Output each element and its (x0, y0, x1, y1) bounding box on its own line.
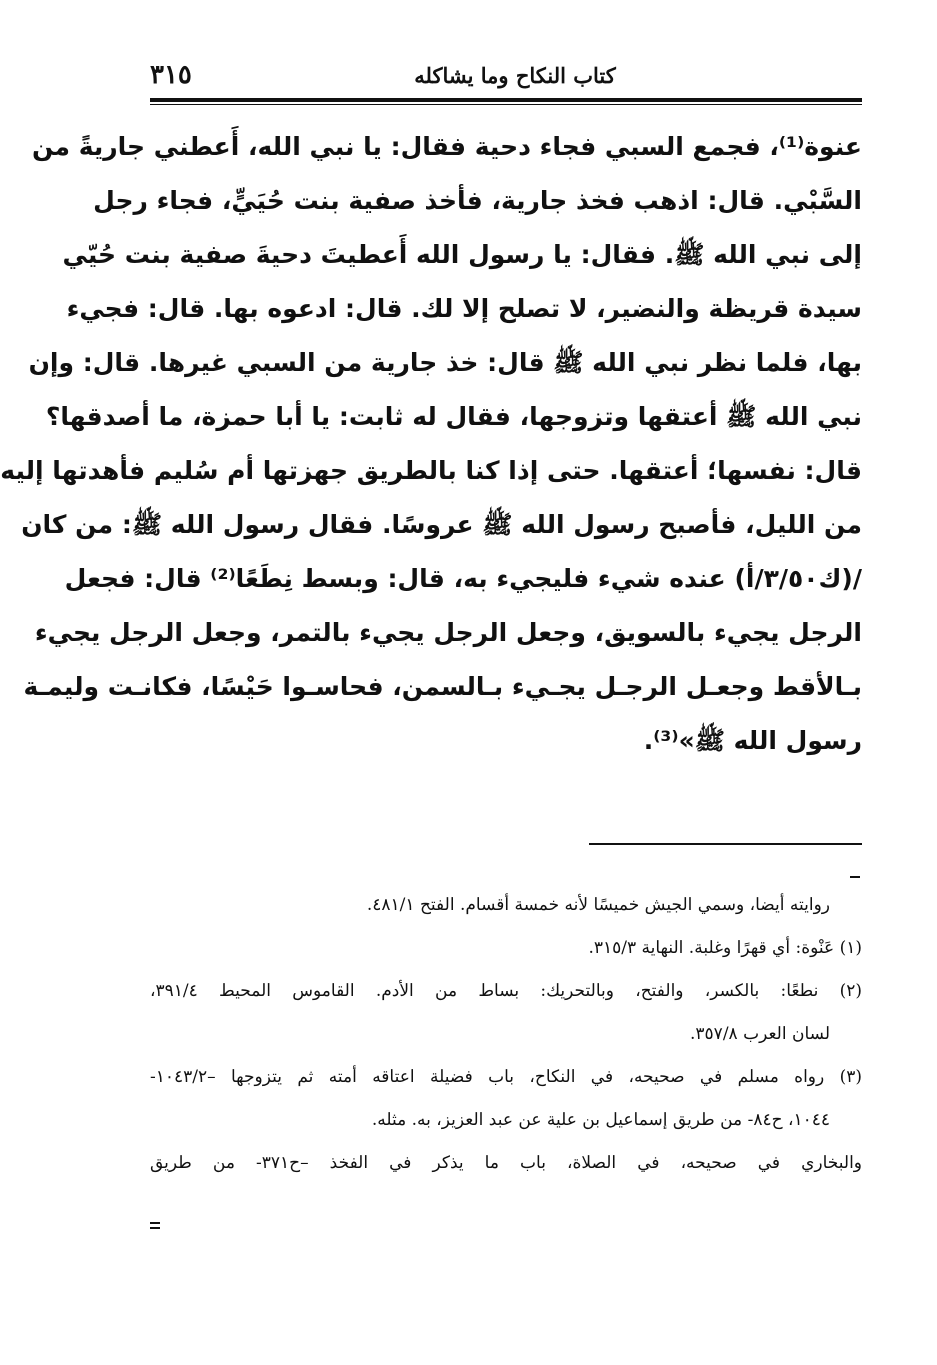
body-line: إلى نبي الله ﷺ. فقال: يا رسول الله أَعطيتَ دحيةَ صفية بنت حُيّي (62, 240, 862, 269)
header-rule-thin (150, 104, 862, 105)
body-line: سيدة قريظة والنضير، لا تصلح إلا لك. قال: ادعوه بها. قال: فجيء (66, 294, 862, 323)
body-line: /(ك٣/٥٠/أ) عنده شيء فليجيء به، قال: وبسط نِطَعًا⁽²⁾ قال: فجعل (64, 564, 862, 593)
running-header (150, 58, 862, 98)
body-line: بها، فلما نظر نبي الله ﷺ قال: خذ جارية من السبي غيرها. قال: وإن (28, 348, 862, 377)
body-line: نبي الله ﷺ أعتقها وتزوجها، فقال له ثابت: يا أبا حمزة، ما أصدقها؟ (45, 402, 862, 431)
body-line: عنوة⁽¹⁾، فجمع السبي فجاء دحية فقال: يا نبي الله، أَعطني جاريةً من (32, 132, 862, 161)
body-line: بـالأقط وجعـل الرجـل يجـيء بـالسمن، فحاسـوا حَيْسًا، فكانـت وليمـة (23, 672, 862, 701)
footnote-3-continued: والبخاري في صحيحه، في الصلاة، باب ما يذكر في الفخذ –ح٣٧١- من طريق (150, 1153, 862, 1173)
footnote-3: (٣) رواه مسلم في صحيحه، في النكاح، باب فضيلة اعتاقه أمته ثم يتزوجها –١٠٤٣/٢- (150, 1067, 862, 1087)
footnote-continues-mark (150, 1227, 160, 1229)
footnote-continuation: روايته أيضا، وسمي الجيش خميسًا لأنه خمسة أقسام. الفتح ٤٨١/١. (366, 895, 830, 915)
body-line: رسول الله ﷺ»⁽³⁾. (643, 726, 862, 755)
body-line: من الليل، فأصبح رسول الله ﷺ عروسًا. فقال رسول الله ﷺ: من كان (21, 510, 862, 539)
body-line: الرجل يجيء بالسويق، وجعل الرجل يجيء بالتمر، وجعل الرجل يجيء (34, 618, 862, 647)
footnote-continuation-mark (850, 876, 860, 878)
body-text (0, 120, 862, 768)
chapter-title: كتاب النكاح وما يشاكله (414, 63, 616, 88)
footnotes (150, 884, 862, 1185)
footnote-separator (589, 843, 862, 845)
footnote-1: (١) عَنْوة: أي قهرًا وغلبة. النهاية ٣١٥/٣. (588, 938, 862, 958)
footnote-continues-mark (150, 1222, 160, 1224)
footnote-2: (٢) نطعًا: بالكسر، والفتح، وبالتحريك: بساط من الأدم. القاموس المحيط ٣٩١/٤، (150, 981, 862, 1001)
body-line: السَّبْي. قال: اذهب فخذ جارية، فأخذ صفية بنت حُيَيٍّ، فجاء رجل (93, 186, 862, 215)
footnote-2-continued: لسان العرب ٣٥٧/٨. (690, 1024, 830, 1044)
page-number: ٣١٥ (150, 60, 192, 90)
header-rule (150, 98, 862, 102)
body-line: قال: نفسها؛ أعتقها. حتى إذا كنا بالطريق جهزتها أم سُليم فأهدتها إليه (0, 456, 862, 485)
footnote-3-continued: ١٠٤٤، ح٨٤- من طريق إسماعيل بن علية عن عبد العزيز، به. مثله. (371, 1110, 830, 1130)
